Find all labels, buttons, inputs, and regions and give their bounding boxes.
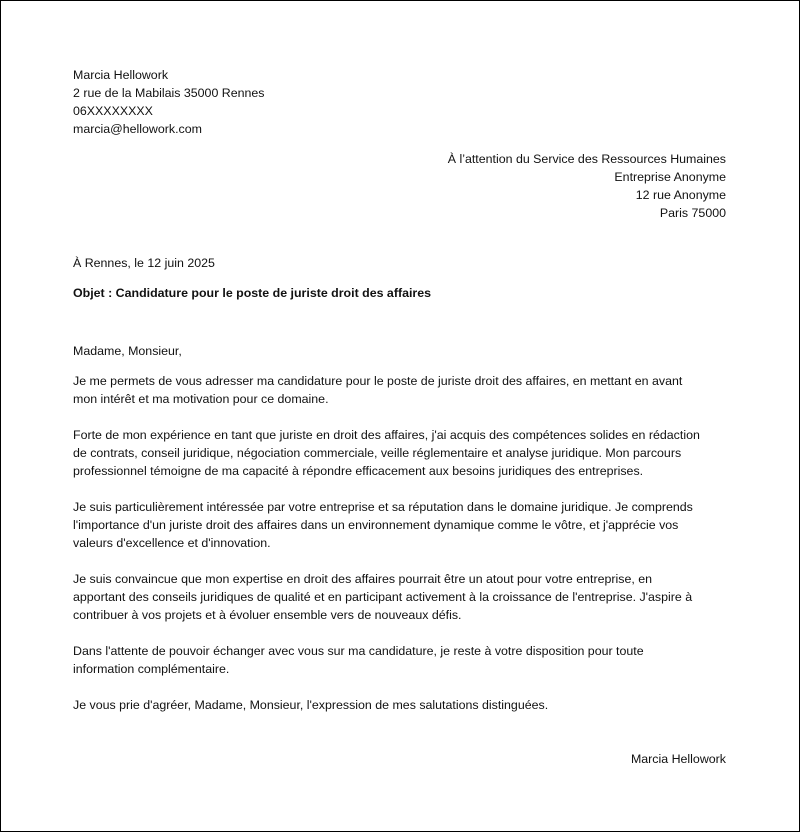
sender-phone: 06XXXXXXXX (73, 104, 153, 118)
body-paragraph (73, 372, 733, 408)
recipient-block (448, 150, 726, 222)
letter-signature: Marcia Hellowork (630, 752, 726, 766)
letter-date: À Rennes, le 12 juin 2025 (73, 256, 215, 270)
letter-subject: Objet : Candidature pour le poste de juriste droit des affaires (73, 286, 432, 300)
recipient-street: 12 rue Anonyme (635, 188, 726, 202)
sender-name: Marcia Hellowork (73, 68, 169, 82)
paragraph-line: mon intérêt et ma motivation pour ce domaine. (73, 392, 329, 406)
sender-block (73, 66, 265, 138)
paragraph-line: Je suis convaincue que mon expertise en droit des affaires pourrait être un atout pour votre entreprise, en (73, 572, 653, 586)
paragraph-line: Je me permets de vous adresser ma candidature pour le poste de juriste droit des affaires, en mettant en avant (73, 374, 683, 388)
sender-email: marcia@hellowork.com (73, 122, 202, 136)
paragraph-line: Je suis particulièrement intéressée par votre entreprise et sa réputation dans le domaine juridique. Je comprends (73, 500, 693, 514)
body-paragraph (73, 642, 733, 678)
letter-body (73, 372, 733, 732)
body-paragraph (73, 498, 733, 552)
sender-address: 2 rue de la Mabilais 35000 Rennes (73, 86, 265, 100)
paragraph-line: information complémentaire. (73, 662, 230, 676)
paragraph-line: Dans l'attente de pouvoir échanger avec vous sur ma candidature, je reste à votre disposition pour toute (73, 644, 644, 658)
paragraph-line: de contrats, conseil juridique, négociation commerciale, veille réglementaire et analyse juridique. Mon parcours (73, 446, 682, 460)
paragraph-line: professionnel témoigne de ma capacité à répondre efficacement aux besoins juridiques des entreprises. (73, 464, 644, 478)
paragraph-line: Forte de mon expérience en tant que juriste en droit des affaires, j'ai acquis des compétences solides en rédaction (73, 428, 700, 442)
recipient-company: Entreprise Anonyme (614, 170, 726, 184)
body-paragraph (73, 696, 733, 714)
body-paragraph (73, 426, 733, 480)
paragraph-line: valeurs d'excellence et d'innovation. (73, 536, 271, 550)
paragraph-line: apportant des conseils juridiques de qualité et en participant activement à la croissance de l'entreprise. J'aspire à (73, 590, 693, 604)
recipient-attention: À l’attention du Service des Ressources Humaines (447, 152, 726, 166)
recipient-city: Paris 75000 (659, 206, 726, 220)
paragraph-line: Je vous prie d'agréer, Madame, Monsieur, l'expression de mes salutations distinguées. (73, 698, 549, 712)
paragraph-line: contribuer à vos projets et à évoluer ensemble vers de nouveaux défis. (73, 608, 462, 622)
letter-salutation: Madame, Monsieur, (73, 344, 182, 358)
paragraph-line: l'importance d'un juriste droit des affaires dans un environnement dynamique comme le vôtre, et j'apprécie vos (73, 518, 679, 532)
body-paragraph (73, 570, 733, 624)
